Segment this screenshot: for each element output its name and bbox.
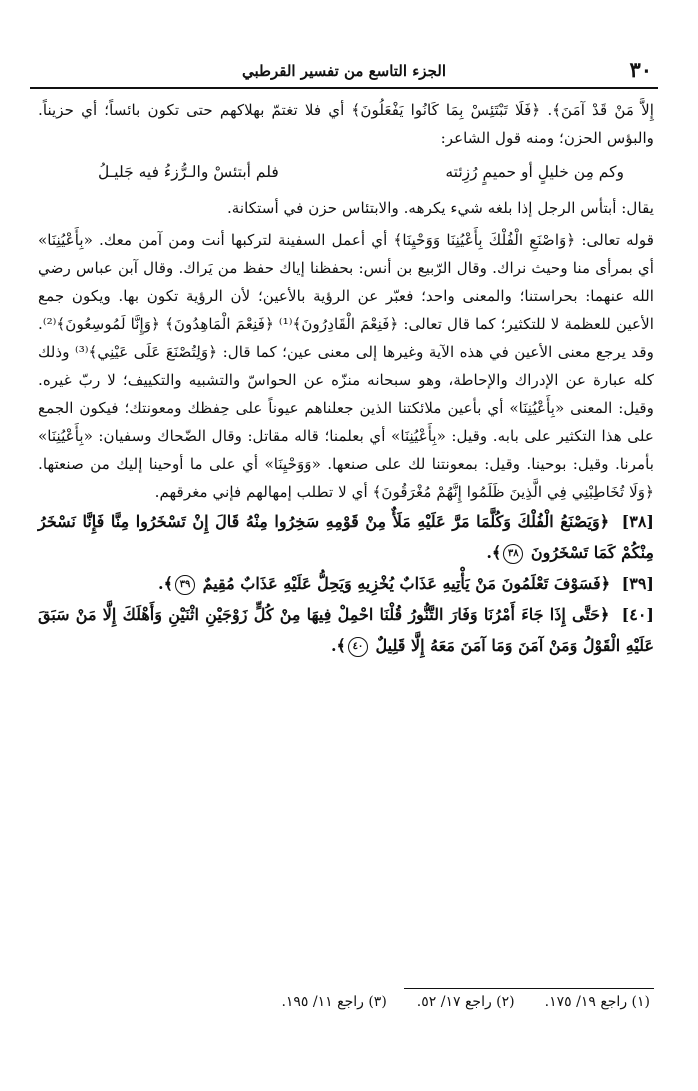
header-divider — [30, 87, 658, 89]
paragraph-3: قوله تعالى: ﴿وَاصْنَعِ الْفُلْكَ بِأَعْيُنِنَا وَوَحْيِنَا﴾ أي أعمل السفينة لتركبها أنت ومن آمن معك. «بِأَعْيُنِنَا» أي بمرأى منا وحيث نراك. وقال الرّبيع بن أنس: بحفظنا إياك حفظ من يَراك. وقال آبن عباس رضي الله عنهما: بحراستنا؛ والمعنى واحد؛ فعبّر عن الرؤية بالأعين؛ لأن الرؤية تكون بها. ويكون جمع الأعين للعظمة لا للتكثير؛ كما قال تعالى: ﴿فَنِعْمَ الْقَادِرُونَ﴾⁽¹⁾ ﴿فَنِعْمَ الْمَاهِدُونَ﴾ ﴿وَإِنَّا لَمُوسِعُونَ﴾⁽²⁾. وقد يرجع معنى الأعين في هذه الآية وغيرها إلى معنى عين؛ كما قال: ﴿وَلِتُصْنَعَ عَلَى عَيْنِي﴾⁽³⁾ وذلك كله عبارة عن الإدراك والإحاطة، وهو سبحانه منزّه عن الحواسّ والتشبيه والتكييف؛ لا ربّ غيره. وقيل: المعنى «بِأَعْيُنِنَا» أي بأعين ملائكتنا الذين جعلناهم عيوناً على حِفظك ومعونتك؛ فيكون الجمع على هذا التكثير على بابه. وقيل: «بِأَعْيُنِنَا» أي بعلمنا؛ قاله مقاتل: وقال الضّحاك وسفيان: «بِأَعْيُنِنَا» بأمرنا. وقيل: بوحينا. وقيل: بمعونتنا لك على صنعها. «وَوَحْيِنَا» أي على ما أوحينا إليك من صنعتها. ﴿وَلَا تُخَاطِبْنِي فِي الَّذِينَ ظَلَمُوا إِنَّهُمْ مُغْرَقُونَ﴾ أي لا تطلب إمهالهم فإني مغرقهم. — [38, 231, 654, 501]
verse-text: ﴿حَتَّى إِذَا جَاءَ أَمْرُنَا وَفَارَ التَّنُّورُ قُلْنَا احْمِلْ فِيهَا مِنْ كُلٍّ زَوْجَيْنِ اثْنَيْنِ وَأَهْلَكَ إِلَّا مَنْ سَبَقَ عَلَيْهِ الْقَوْلُ وَمَنْ آمَنَ وَمَا آمَنَ مَعَهُ إِلَّا قَلِيلٌ — [38, 605, 654, 655]
footnote-divider — [404, 988, 654, 989]
quran-verse-40 — [38, 599, 654, 661]
verse-close: ﴾. — [158, 574, 173, 593]
verse-close: ﴾. — [486, 543, 502, 562]
paragraph-1: إِلاَّ مَنْ قَدْ آمَنَ﴾. ﴿فَلَا تَبْتَئِسْ بِمَا كَانُوا يَفْعَلُونَ﴾ أي فلا تغتمّ بهلاكهم حتى تكون بائساً؛ أي حزيناً. والبؤس الحزن؛ ومنه قول الشاعر: — [38, 101, 654, 147]
quran-verse-38 — [38, 506, 654, 568]
verse-number: [٣٨] — [621, 512, 654, 531]
paragraph-2: يقال: أبتأس الرجل إذا بلغه شيء يكرهه. والابتئاس حزن في أستكانة. — [226, 199, 654, 217]
main-text — [38, 96, 654, 661]
running-title: الجزء التاسع من تفسير القرطبي — [242, 62, 446, 80]
verse-text: ﴿وَيَصْنَعُ الْفُلْكَ وَكُلَّمَا مَرَّ عَلَيْهِ مَلَأٌ مِنْ قَوْمِهِ سَخِرُوا مِنْهُ قَالَ إِنْ تَسْخَرُوا مِنَّا فَإِنَّا نَسْخَرُ مِنْكُمْ كَمَا تَسْخَرُونَ — [38, 512, 654, 562]
running-header — [30, 52, 658, 86]
quran-verse-39 — [38, 568, 654, 599]
verse-close: ﴾. — [330, 636, 346, 655]
footnote-1: (١) راجع ١٩/ ١٧٥. — [544, 994, 650, 1010]
verse-text: ﴿فَسَوْفَ تَعْلَمُونَ مَنْ يَأْتِيهِ عَذَابٌ يُخْزِيهِ وَيَحِلُّ عَلَيْهِ عَذَابٌ مُقِيمٌ — [202, 574, 611, 593]
page-number: ٣٠ — [629, 57, 652, 82]
verse-number: [٣٩] — [621, 574, 654, 593]
footnotes — [60, 994, 650, 1010]
footnote-2: (٢) راجع ١٧/ ٥٢. — [416, 994, 515, 1010]
ayah-end-marker: ٤٠ — [348, 637, 368, 657]
poem-verse — [38, 152, 654, 190]
poem-hemistich-second: فلم أبتئسْ والـرُّزءُ فيه جَليـلُ — [98, 163, 279, 181]
footnote-3: (٣) راجع ١١/ ١٩٥. — [281, 994, 387, 1010]
ayah-end-marker: ٣٨ — [503, 544, 523, 564]
poem-hemistich-first: وكم مِن خليلٍ أو حميمٍ رُزِئته — [445, 163, 624, 181]
verse-number: [٤٠] — [621, 605, 654, 624]
ayah-end-marker: ٣٩ — [175, 575, 195, 595]
